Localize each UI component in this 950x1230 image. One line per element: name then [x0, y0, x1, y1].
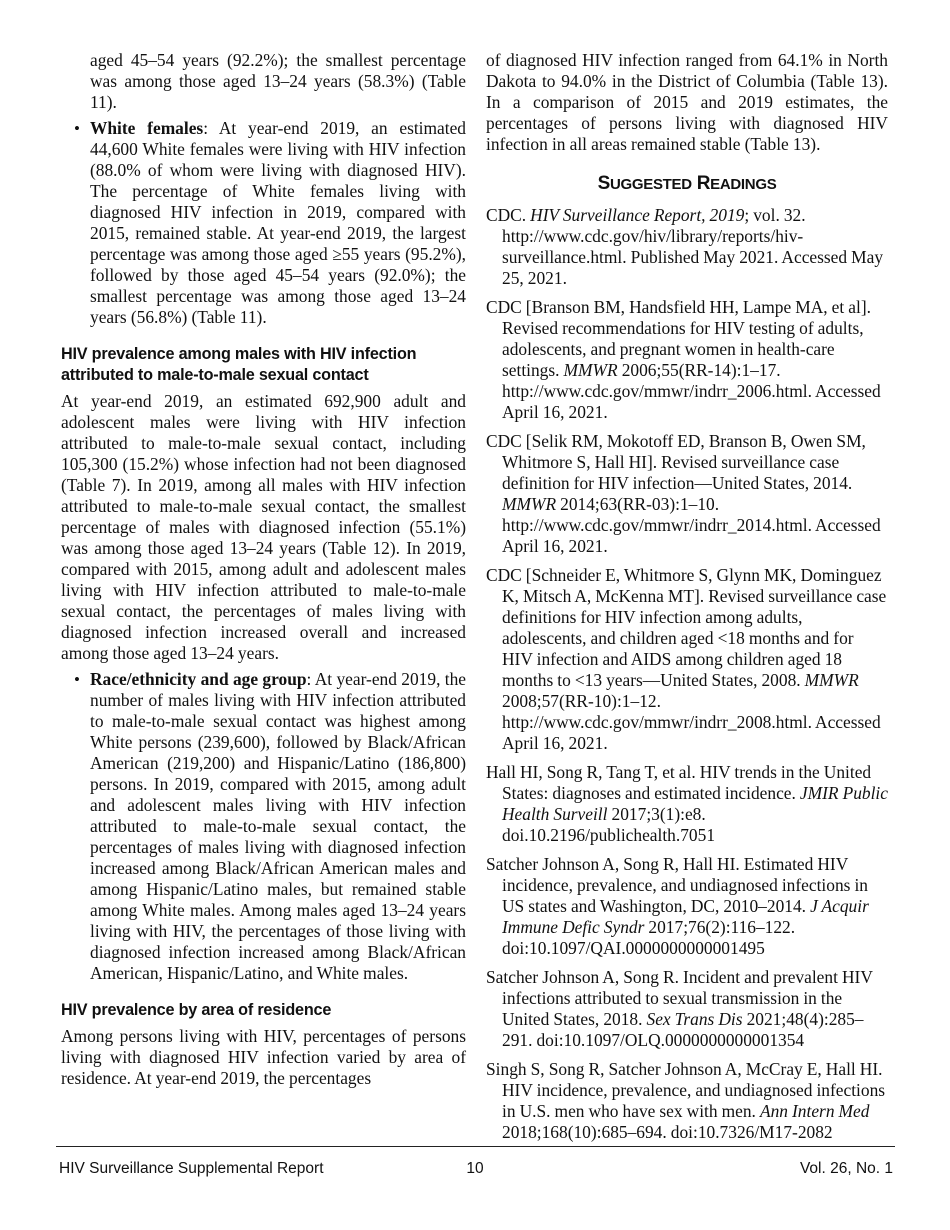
footer-volume: Vol. 26, No. 1	[799, 1160, 893, 1177]
bullet-label: White females	[90, 118, 204, 138]
reference-item: Singh S, Song R, Satcher Johnson A, McCray E, Hall HI. HIV incidence, prevalence, and undiagnosed infections in U.S. men who have sex with men. Ann Intern Med 2018;168(10):685–694. doi:10.7326/M17-2082	[486, 1059, 886, 1142]
paragraph-msm: At year-end 2019, an estimated 692,900 adult and adolescent males were living with HIV infection attributed to male-to-male sexual contact, including 105,300 (15.2%) whose infection had not been diagnosed (Table 7). In 2019, among all males with HIV infection attributed to male-to-male sexual contact, the smallest percentage of males with diagnosed infection (55.1%) was among those aged 13–24 years (Table 12). In 2019, compared with 2015, among adult and adolescent males living with HIV infection attributed to male-to-male sexual contact, the percentages of males living with diagnosed infection increased overall and increased among those aged 13–24 years.	[61, 391, 466, 663]
left-column	[61, 50, 466, 1089]
bullet-icon: •	[74, 119, 80, 138]
reference-item: CDC [Selik RM, Mokotoff ED, Branson B, Owen SM, Whitmore S, Hall HI]. Revised surveillance case definition for HIV infection—United States, 2014. MMWR 2014;63(RR-03):1–10. http://www.cdc.gov/mmwr/indrr_2014.html. Accessed April 16, 2021.	[486, 431, 881, 556]
heading-small-uggested: UGGESTED	[609, 176, 692, 193]
bullet-white-females	[61, 118, 466, 328]
reference-item: CDC. HIV Surveillance Report, 2019; vol. 32. http://www.cdc.gov/hiv/library/reports/hiv-surveillance.html. Published May 2021. Accessed May 25, 2021.	[486, 205, 884, 288]
heading-cap-r: R	[696, 173, 711, 194]
footer-report-title: HIV Surveillance Supplemental Report	[59, 1160, 324, 1177]
section-heading-msm: HIV prevalence among males with HIV infection attributed to male-to-male sexual contact	[61, 345, 417, 384]
reference-item: Satcher Johnson A, Song R. Incident and prevalent HIV infections attributed to sexual transmission in the United States, 2018. Sex Trans Dis 2021;48(4):285–291. doi:10.1097/OLQ.0000000000001354	[486, 967, 873, 1050]
paragraph-area-continued: of diagnosed HIV infection ranged from 64.1% in North Dakota to 94.0% in the District of Columbia (Table 13). In a comparison of 2015 and 2019 estimates, the percentages of persons living with diagnosed HIV infection in all areas remained stable (Table 13).	[486, 50, 888, 154]
bullet-icon: •	[74, 670, 80, 689]
bullet-label: Race/ethnicity and age group	[90, 669, 307, 689]
right-column	[486, 50, 888, 1151]
reference-item: CDC [Schneider E, Whitmore S, Glynn MK, Dominguez K, Mitsch A, McKenna MT]. Revised surveillance case definitions for HIV infection among adults, adolescents, and children aged <18 months and for HIV infection and AIDS among children aged 18 months to <13 years—United States, 2008. MMWR 2008;57(RR-10):1–12. http://www.cdc.gov/mmwr/indrr_2008.html. Accessed April 16, 2021.	[486, 565, 887, 753]
reference-item: CDC [Branson BM, Handsfield HH, Lampe MA, et al]. Revised recommendations for HIV testing of adults, adolescents, and pregnant women in health-care settings. MMWR 2006;55(RR-14):1–17. http://www.cdc.gov/mmwr/indrr_2006.html. Accessed April 16, 2021.	[486, 297, 881, 422]
suggested-readings-heading	[486, 173, 888, 195]
footer-divider	[56, 1146, 895, 1147]
paragraph-continued: aged 45–54 years (92.2%); the smallest percentage was among those aged 13–24 years (58.3%) (Table 11).	[90, 50, 466, 112]
bullet-text: : At year-end 2019, the number of males living with HIV infection attributed to male-to-male sexual contact was highest among White persons (239,600), followed by Black/African American (219,200) and Hispanic/Latino (186,800) persons. In 2019, compared with 2015, among adult and adolescent males living with HIV infection attributed to male-to-male sexual contact, the percentages of males living with diagnosed infection increased among Black/African American males and among Hispanic/Latino males, but remained stable among White males. Among males aged 13–24 years living with HIV, the percentages of those living with diagnosed infection increased among Black/African American, Hispanic/Latino, and White males.	[90, 669, 466, 983]
heading-cap-s: S	[597, 173, 610, 194]
paragraph-area: Among persons living with HIV, percentages of persons living with diagnosed HIV infection varied by area of residence. At year-end 2019, the percentages	[61, 1026, 466, 1088]
reference-item: Satcher Johnson A, Song R, Hall HI. Estimated HIV incidence, prevalence, and undiagnosed infections in US states and Washington, DC, 2010–2014. J Acquir Immune Defic Syndr 2017;76(2):116–122. doi:10.1097/QAI.0000000000001495	[486, 854, 869, 958]
reference-item: Hall HI, Song R, Tang T, et al. HIV trends in the United States: diagnoses and estimated incidence. JMIR Public Health Surveill 2017;3(1):e8. doi.10.2196/publichealth.7051	[486, 762, 888, 845]
heading-small-eadings: EADINGS	[710, 176, 777, 193]
section-heading-area: HIV prevalence by area of residence	[61, 1001, 332, 1019]
page-number: 10	[466, 1160, 484, 1177]
reference-list	[486, 205, 888, 1143]
bullet-race-ethnicity	[61, 669, 466, 984]
bullet-text: : At year-end 2019, an estimated 44,600 White females were living with HIV infection (88.0% of whom were living with diagnosed HIV). The percentage of White females living with diagnosed HIV infection in 2019, compared with 2015, remained stable. At year-end 2019, the largest percentage was among those aged ≥55 years (95.2%), followed by those aged 45–54 years (92.0%); the smallest percentage was among those aged 13–24 years (56.8%) (Table 11).	[90, 118, 467, 327]
